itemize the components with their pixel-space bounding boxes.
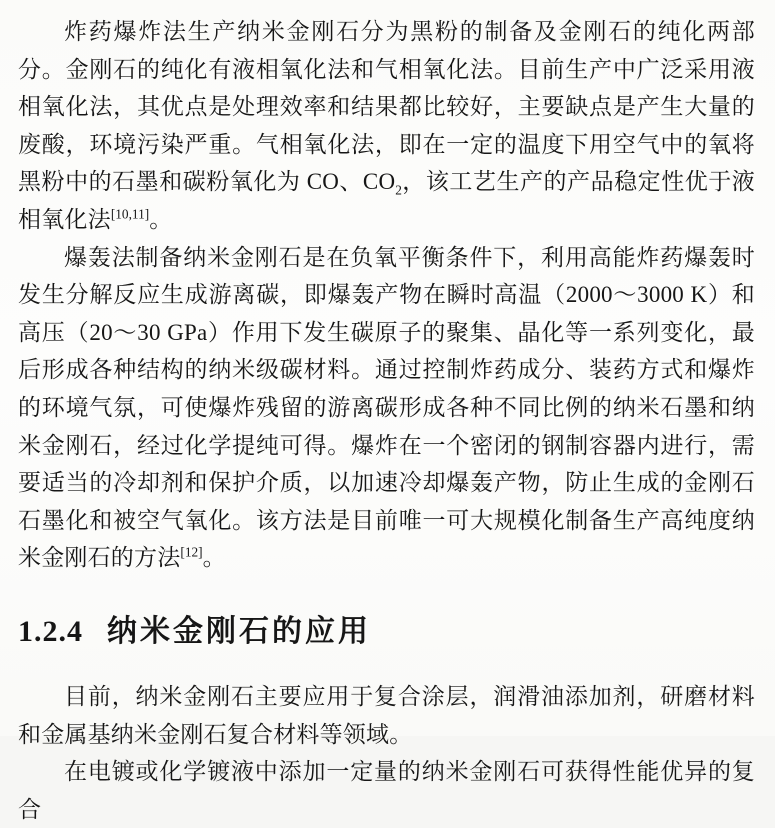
section-heading-title: 纳米金刚石的应用 — [107, 614, 371, 648]
paragraph — [18, 239, 755, 577]
citation-superscript: [12] — [180, 544, 203, 560]
text-run: 目前，纳米金刚石主要应用于复合涂层，润滑油添加剂，研磨材料和金属基纳米金刚石复合材料等领域。 — [18, 683, 755, 747]
section-heading-number: 1.2.4 — [18, 614, 83, 648]
text-run: 。 — [149, 206, 173, 232]
text-run: ，该工艺生产的产品稳定性优于液相氧化法 — [18, 169, 756, 232]
text-run: 在电镀或化学镀液中添加一定量的纳米金刚石可获得性能优异的复合 — [18, 759, 755, 822]
section-heading — [18, 611, 755, 653]
paragraph — [18, 753, 755, 828]
text-run: 。 — [202, 545, 226, 571]
paragraph — [18, 678, 755, 753]
chemical-subscript: 2 — [395, 182, 402, 198]
text-run: 爆轰法制备纳米金刚石是在负氧平衡条件下，利用高能炸药爆轰时发生分解反应生成游离碳，即爆轰产物在瞬时高温（2000～3000 K）和高压（20～30 GPa）作用下发生碳原子的聚集、晶化等一系列变化，最后形成各种结构的纳米级碳材料。通过控制炸药成分、装药方式和爆炸的环境气氛，可使爆炸残留的游离碳形成各种不同比例的纳米石墨和纳米金刚石，经过化学提纯可得。爆炸在一个密闭的钢制容器内进行，需要适当的冷却剂和保护介质，以加速冷却爆轰产物，防止生成的金刚石石墨化和被空气氧化。该方法是目前唯一可大规模化制备生产高纯度纳米金刚石的方法 — [18, 244, 755, 571]
paragraph — [18, 13, 755, 239]
text-run: 炸药爆炸法生产纳米金刚石分为黑粉的制备及金刚石的纯化两部分。金刚石的纯化有液相氧化法和气相氧化法。目前生产中广泛采用液相氧化法，其优点是处理效率和结果都比较好，主要缺点是产生大量的废酸，环境污染严重。气相氧化法，即在一定的温度下用空气中的氧将黑粉中的石墨和碳粉氧化为 CO、CO — [18, 19, 755, 195]
citation-superscript: [10,11] — [110, 206, 150, 222]
document-content — [18, 13, 755, 828]
